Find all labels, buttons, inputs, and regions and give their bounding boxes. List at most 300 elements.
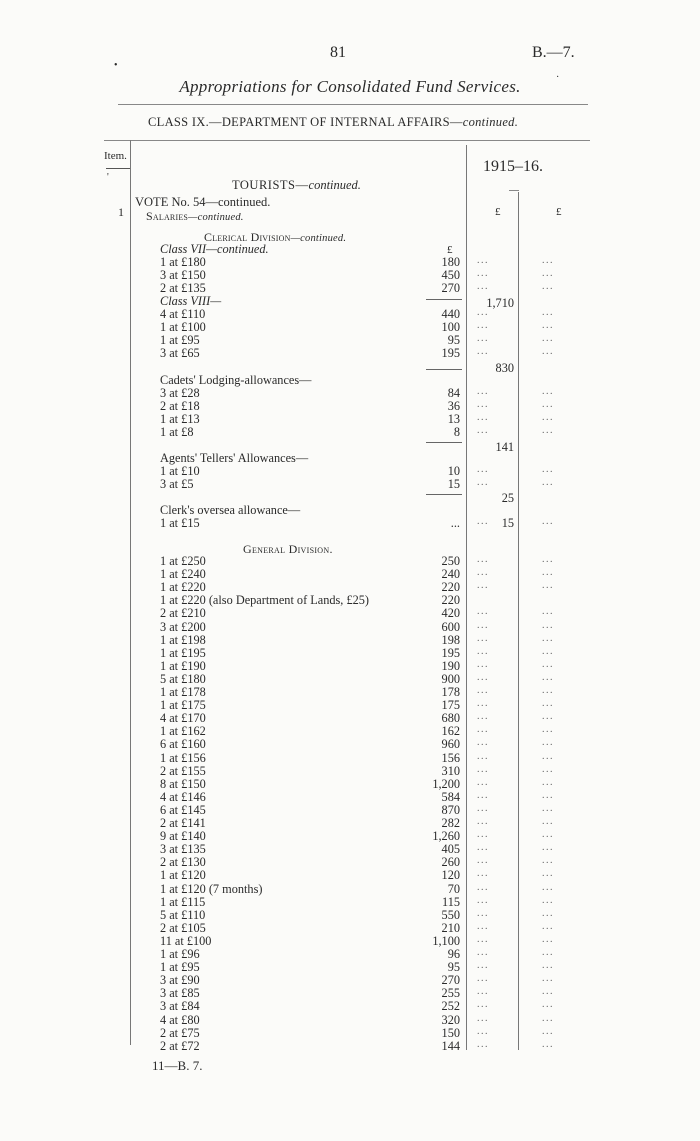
dot-leader: ... <box>477 973 489 985</box>
dot-leader: ... <box>542 999 554 1011</box>
table-row <box>160 281 554 296</box>
dot-leader: ... <box>477 698 489 710</box>
general-division-heading: General Division. <box>243 542 333 556</box>
table-row <box>160 516 554 531</box>
row-label: 1 at £175 <box>160 698 206 713</box>
row-label: 1 at £95 <box>160 333 200 348</box>
dot-leader: ... <box>542 268 554 280</box>
row-amount: 240 <box>441 567 460 582</box>
dot-leader: ... <box>542 385 554 397</box>
row-label: 4 at £110 <box>160 307 206 322</box>
dot-leader: ... <box>477 829 489 841</box>
table-row <box>160 346 554 361</box>
dot-leader: ... <box>477 776 489 788</box>
row-amount: 550 <box>441 907 460 922</box>
row-label: 1 at £100 <box>160 320 206 335</box>
table-row <box>160 973 554 988</box>
dot-leader: ... <box>477 632 489 644</box>
table-row <box>160 999 554 1014</box>
table-row <box>160 1012 554 1027</box>
table-row <box>160 619 554 634</box>
row-label: 1 at £250 <box>160 554 206 568</box>
dot-leader: ... <box>477 476 489 488</box>
table-row <box>160 580 554 595</box>
dot-leader: ... <box>477 567 489 579</box>
row-amount: 1,200 <box>432 776 460 791</box>
table-row <box>160 671 554 686</box>
dot-leader: ... <box>477 685 489 696</box>
row-label: Class VIII— <box>160 294 222 309</box>
tourists-heading: TOURISTS—continued. <box>232 178 361 192</box>
row-label: 2 at £72 <box>160 1038 200 1053</box>
item-column-rule <box>130 140 131 1045</box>
dot-leader: ... <box>542 920 554 932</box>
dot-leader: ... <box>477 281 489 293</box>
row-amount: 180 <box>441 255 460 270</box>
subtotal-class-vii: 1,710 <box>486 296 514 310</box>
row-amount: 198 <box>441 632 460 647</box>
dot-leader: ... <box>542 737 554 749</box>
dot-leader: ... <box>477 424 489 436</box>
document-reference: B.—7. <box>532 44 575 61</box>
table-row <box>160 698 554 713</box>
dot-leader: ... <box>542 842 554 854</box>
row-label: 1 at £220 <box>160 580 206 595</box>
row-label: 1 at £10 <box>160 463 200 478</box>
table-row <box>160 504 460 517</box>
table-row <box>160 881 554 896</box>
row-amount: 900 <box>441 671 460 686</box>
class-heading <box>148 115 518 130</box>
dot-leader: ... <box>477 307 489 319</box>
dot-leader: ... <box>542 763 554 775</box>
table-row <box>160 737 554 752</box>
subtotal-oversea-allowance: 15 <box>501 516 514 530</box>
dot-leader: ... <box>542 411 554 423</box>
signature-mark: 11—B. 7. <box>152 1058 203 1073</box>
dot-leader: ... <box>542 907 554 919</box>
row-amount: 1,100 <box>432 933 460 948</box>
header-rule <box>118 104 588 105</box>
row-label: 11 at £100 <box>160 933 212 948</box>
row-label: 4 at £170 <box>160 711 206 726</box>
table-row <box>160 645 554 660</box>
dot-leader: ... <box>542 516 554 528</box>
dot-leader: ... <box>477 1025 489 1037</box>
year-underline <box>509 190 519 191</box>
row-label: 3 at £200 <box>160 619 206 634</box>
row-amount: 310 <box>441 763 460 778</box>
table-row <box>160 424 554 439</box>
row-amount: 440 <box>441 307 460 322</box>
row-amount: 15 <box>447 476 460 491</box>
row-label: 1 at £198 <box>160 632 206 647</box>
dot-leader: ... <box>477 711 489 723</box>
dot-leader: ... <box>477 750 489 762</box>
dot-leader: ... <box>542 281 554 293</box>
row-label: 1 at £13 <box>160 411 200 426</box>
dot-leader: ... <box>477 658 489 670</box>
dot-leader: ... <box>542 711 554 723</box>
table-row <box>160 452 460 465</box>
dot-leader: ... <box>542 424 554 436</box>
table-row <box>160 255 554 270</box>
table-row <box>160 750 554 765</box>
row-amount: 584 <box>441 789 460 804</box>
row-label: 9 at £140 <box>160 829 206 844</box>
item-number: 1 <box>118 205 124 219</box>
page-title: Appropriations for Consolidated Fund Services. <box>179 77 521 96</box>
row-label: 2 at £75 <box>160 1025 200 1040</box>
row-amount: 13 <box>447 411 460 426</box>
row-amount: 95 <box>447 960 460 975</box>
print-speck: • <box>114 60 118 71</box>
table-row <box>160 802 554 817</box>
row-label: 1 at £178 <box>160 685 206 699</box>
row-label: 2 at £18 <box>160 398 200 413</box>
dot-leader: ... <box>477 802 489 814</box>
row-amount: 220 <box>441 580 460 595</box>
dot-leader: ... <box>477 868 489 880</box>
row-label: Agents' Tellers' Allowances— <box>160 450 309 465</box>
dot-leader: ... <box>542 960 554 972</box>
dot-leader: ... <box>477 789 489 801</box>
row-amount: 144 <box>441 1038 460 1053</box>
dot-leader: ... <box>542 619 554 631</box>
dot-leader: ... <box>542 554 554 565</box>
row-amount: 600 <box>441 619 460 634</box>
table-row <box>160 360 460 373</box>
dot-leader: ... <box>542 1012 554 1024</box>
table-row <box>160 1025 554 1040</box>
dot-leader: ... <box>542 986 554 998</box>
row-amount: 250 <box>441 554 460 568</box>
dot-leader: ... <box>477 763 489 775</box>
dot-leader: ... <box>477 606 489 618</box>
row-label: 3 at £28 <box>160 385 200 400</box>
dot-leader: ... <box>542 645 554 657</box>
dot-leader: ... <box>477 346 489 358</box>
dot-leader: ... <box>477 960 489 972</box>
row-label: 5 at £110 <box>160 907 206 922</box>
row-label: 1 at £195 <box>160 645 206 660</box>
table-row <box>160 763 554 778</box>
dot-leader: ... <box>477 1012 489 1024</box>
pound-sign-amount-column: £ <box>447 244 453 256</box>
row-label: 3 at £135 <box>160 842 206 857</box>
row-amount: 282 <box>441 816 460 830</box>
row-label: 1 at £162 <box>160 724 206 739</box>
row-label: 6 at £145 <box>160 802 206 817</box>
dot-leader: ... <box>542 894 554 906</box>
salaries-heading: Salaries—continued. <box>146 209 244 223</box>
dot-leader: ... <box>542 816 554 827</box>
dot-leader: ... <box>542 307 554 319</box>
row-amount: 960 <box>441 737 460 752</box>
row-label: 5 at £180 <box>160 671 206 686</box>
subtotal-rule <box>426 299 462 300</box>
row-label: 1 at £95 <box>160 960 200 975</box>
row-amount: 150 <box>441 1025 460 1040</box>
dot-leader: ... <box>542 933 554 945</box>
row-label: 1 at £120 <box>160 868 206 883</box>
table-row <box>160 1038 554 1053</box>
dot-leader: ... <box>542 802 554 814</box>
row-amount: 100 <box>441 320 460 335</box>
dot-leader: ... <box>477 645 489 657</box>
vote-heading: VOTE No. 54—continued. <box>135 195 271 209</box>
table-row <box>160 554 554 568</box>
table-row <box>160 567 554 582</box>
table-row <box>160 333 554 348</box>
subtotal-class-viii: 830 <box>495 361 514 375</box>
row-label: Class VII—continued. <box>160 242 269 256</box>
clerical-division-heading: Clerical Division—continued. <box>204 230 347 244</box>
dot-leader: ... <box>477 737 489 749</box>
row-amount: 255 <box>441 986 460 1001</box>
page-number: 81 <box>330 44 346 61</box>
print-speck: · <box>556 72 560 83</box>
table-top-rule <box>104 140 590 141</box>
row-label: 2 at £210 <box>160 606 206 621</box>
table-row <box>160 491 460 504</box>
row-amount: 210 <box>441 920 460 935</box>
year-column-rule <box>466 145 467 1050</box>
table-row <box>160 606 554 621</box>
dot-leader: ... <box>542 685 554 696</box>
table-row <box>160 594 460 607</box>
pound-column-rule <box>518 192 519 1050</box>
table-row <box>160 829 554 844</box>
table-row <box>160 894 554 909</box>
row-amount: 96 <box>447 947 460 961</box>
dot-leader: ... <box>477 463 489 475</box>
subtotal-cadets-allowances: 141 <box>495 440 514 454</box>
row-label: 3 at £5 <box>160 476 194 491</box>
table-row <box>160 374 460 387</box>
class-heading-continued: continued. <box>462 115 519 129</box>
table-row <box>160 816 554 830</box>
row-label: Clerk's oversea allowance— <box>160 503 301 517</box>
table-row <box>160 632 554 647</box>
row-amount: 320 <box>441 1012 460 1027</box>
row-label: Cadets' Lodging-allowances— <box>160 372 312 387</box>
table-row <box>160 463 554 478</box>
dot-leader: ... <box>477 411 489 423</box>
row-amount: 162 <box>441 724 460 739</box>
row-label: 2 at £141 <box>160 816 206 830</box>
dot-leader: ... <box>542 632 554 644</box>
dot-leader: ... <box>542 947 554 958</box>
dot-leader: ... <box>542 255 554 267</box>
row-amount: 870 <box>441 802 460 817</box>
dot-leader: ... <box>477 816 489 827</box>
dot-leader: ... <box>477 385 489 397</box>
dot-leader: ... <box>542 881 554 893</box>
row-label: 3 at £90 <box>160 973 200 988</box>
subtotal-rule <box>426 442 462 443</box>
dot-leader: ... <box>542 476 554 488</box>
table-row <box>160 789 554 804</box>
table-row <box>160 920 554 935</box>
dot-leader: ... <box>477 894 489 906</box>
dot-leader: ... <box>542 567 554 579</box>
dot-leader: ... <box>542 776 554 788</box>
dot-leader: ... <box>477 580 489 592</box>
row-label: 6 at £160 <box>160 737 206 752</box>
row-label: 3 at £150 <box>160 268 206 283</box>
row-label: 1 at £240 <box>160 567 206 582</box>
row-label: 1 at £8 <box>160 424 194 439</box>
table-row <box>160 960 554 975</box>
item-header-rule <box>106 168 130 169</box>
dot-leader: ... <box>477 920 489 932</box>
table-row <box>160 868 554 883</box>
table-row <box>160 986 554 1001</box>
dot-leader: ... <box>542 829 554 841</box>
dot-leader: ... <box>477 320 489 332</box>
dot-leader: ... <box>542 698 554 710</box>
dot-leader: ... <box>542 855 554 867</box>
dot-leader: ... <box>542 658 554 670</box>
row-amount: 190 <box>441 658 460 673</box>
row-label: 1 at £120 (7 months) <box>160 881 263 896</box>
subtotal-tellers-allowances: 25 <box>501 491 514 505</box>
row-amount: 220 <box>441 593 460 608</box>
row-amount: 405 <box>441 842 460 857</box>
dot-leader: ... <box>477 268 489 280</box>
dot-leader: ... <box>542 789 554 801</box>
row-amount: 420 <box>441 606 460 621</box>
table-row <box>160 320 554 335</box>
table-row <box>160 658 554 673</box>
class-heading-main: CLASS IX.—DEPARTMENT OF INTERNAL AFFAIRS— <box>148 115 463 129</box>
row-label: 3 at £84 <box>160 999 200 1014</box>
row-amount: 450 <box>441 268 460 283</box>
row-amount: 10 <box>447 463 460 478</box>
dot-leader: ... <box>477 881 489 893</box>
dot-leader: ... <box>542 580 554 592</box>
table-row <box>160 476 554 491</box>
row-amount: 8 <box>453 424 460 439</box>
dot-leader: ... <box>477 986 489 998</box>
dot-leader: ... <box>477 619 489 631</box>
table-row <box>160 439 460 452</box>
dot-leader: ... <box>542 398 554 410</box>
dot-leader: ... <box>542 973 554 985</box>
row-amount: 252 <box>441 999 460 1014</box>
table-row <box>160 711 554 726</box>
table-row <box>160 855 554 870</box>
dot-leader: ... <box>542 724 554 736</box>
dot-leader: ... <box>542 463 554 475</box>
table-row <box>160 385 554 400</box>
dot-leader: ... <box>477 907 489 919</box>
row-amount: 95 <box>447 333 460 348</box>
row-amount: 178 <box>441 685 460 699</box>
subtotal-rule <box>426 494 462 495</box>
row-amount: 195 <box>441 346 460 361</box>
row-label: 1 at £220 (also Department of Lands, £25) <box>160 593 369 608</box>
row-label: 8 at £150 <box>160 776 206 791</box>
row-label: 1 at £15 <box>160 516 200 531</box>
dot-leader: ... <box>542 320 554 332</box>
dot-leader: ... <box>477 255 489 267</box>
pound-sign-year-column: £ <box>495 206 501 218</box>
row-amount: 260 <box>441 855 460 870</box>
table-row <box>160 842 554 857</box>
row-label: 2 at £105 <box>160 920 206 935</box>
row-amount: 680 <box>441 711 460 726</box>
dot-leader: ... <box>477 947 489 958</box>
row-label: 1 at £115 <box>160 894 206 909</box>
dot-leader: ... <box>477 516 489 528</box>
dot-leader: ... <box>477 671 489 683</box>
row-amount: 270 <box>441 973 460 988</box>
table-row <box>160 243 460 256</box>
row-amount: 70 <box>447 881 460 896</box>
row-label: 1 at £156 <box>160 750 206 765</box>
dot-leader: ... <box>542 606 554 618</box>
dot-leader: ... <box>542 1038 554 1050</box>
dot-leader: ... <box>477 1038 489 1050</box>
dot-leader: ... <box>542 1025 554 1037</box>
table-row <box>160 398 554 413</box>
row-amount: 195 <box>441 645 460 660</box>
row-label: 4 at £146 <box>160 789 206 804</box>
dot-leader: ... <box>477 855 489 867</box>
dot-leader: ... <box>477 398 489 410</box>
row-label: 2 at £155 <box>160 763 206 778</box>
table-row <box>160 307 554 322</box>
dot-leader: ... <box>477 333 489 345</box>
table-row <box>160 907 554 922</box>
dot-leader: ... <box>477 999 489 1011</box>
row-label: 1 at £180 <box>160 255 206 270</box>
dot-leader: ... <box>477 933 489 945</box>
table-row <box>160 685 554 699</box>
table-row <box>160 295 460 308</box>
row-amount: 156 <box>441 750 460 765</box>
table-row <box>160 268 554 283</box>
row-amount: 1,260 <box>432 829 460 844</box>
table-row <box>160 933 554 948</box>
row-amount: 84 <box>447 385 460 400</box>
row-label: 3 at £65 <box>160 346 200 361</box>
row-label: 1 at £190 <box>160 658 206 673</box>
dot-leader: ... <box>477 842 489 854</box>
row-amount: 36 <box>447 398 460 413</box>
table-row <box>160 724 554 739</box>
row-label: 3 at £85 <box>160 986 200 1001</box>
row-label: 2 at £135 <box>160 281 206 296</box>
dot-leader: ... <box>477 554 489 565</box>
dot-leader: ... <box>542 671 554 683</box>
dot-leader: ... <box>542 333 554 345</box>
table-row <box>160 411 554 426</box>
dot-leader: ... <box>542 868 554 880</box>
row-amount: 120 <box>441 868 460 883</box>
row-label: 1 at £96 <box>160 947 200 961</box>
print-speck: ' <box>107 172 109 183</box>
row-amount: 270 <box>441 281 460 296</box>
dot-leader: ... <box>477 724 489 736</box>
table-row <box>160 776 554 791</box>
item-column-header: Item. <box>104 150 127 162</box>
subtotal-rule <box>426 369 462 370</box>
dot-leader: ... <box>542 750 554 762</box>
row-label: 2 at £130 <box>160 855 206 870</box>
